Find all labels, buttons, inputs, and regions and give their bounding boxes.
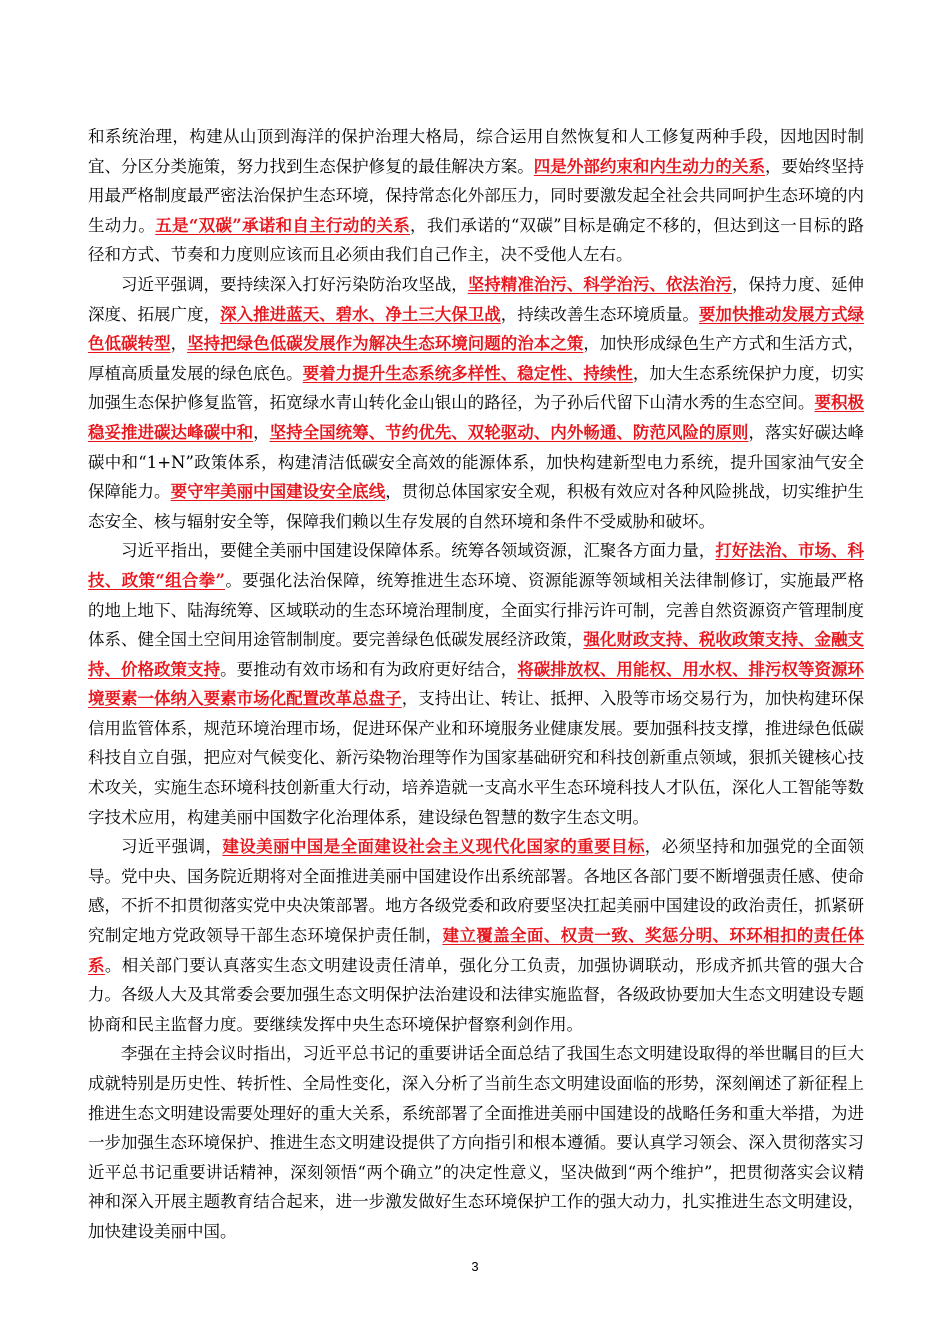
- text-run: ，加快形成绿色生产方式和生活方式，厚植高质量发展的绿色底色。: [88, 334, 865, 383]
- text-run: ，我们承诺的“双碳”目标是确定不移的，但达到这一目标的路径和方式、节奏和力度则应该而且必须由我们自己作主，决不受他人左右。: [88, 215, 865, 265]
- highlighted-phrase: 坚持把绿色低碳发展作为解决生态环境问题的治本之策: [187, 334, 584, 354]
- text-run: 习近平指出，要健全美丽中国建设保障体系。统筹各领域资源，汇聚各方面力量，: [121, 541, 716, 561]
- text-run: ，保持力度、延伸深度、拓展广度，: [88, 274, 865, 324]
- highlighted-phrase: 要加快推动发展方式绿色低碳转型: [88, 304, 865, 354]
- highlighted-phrase: 将碳排放权、用能权、用水权、排污权等资源环境要素一体纳入要素市场化配置改革总盘子: [88, 659, 865, 709]
- text-run: 。要推动有效市场和有为政府更好结合，: [220, 659, 518, 679]
- text-run: ，必须坚持和加强党的全面领导。党中央、国务院近期将对全面推进美丽中国建设作出系统部署。各地区各部门要不断增强责任感、使命感，不折不扣贯彻落实党中央决策部署。地方各级党委和政府要坚决扛起美丽中国建设的政治责任，抓紧研究制定地方党政领导干部生态环境保护责任制，: [88, 837, 865, 946]
- text-run: ，贯彻总体国家安全观，积极有效应对各种风险挑战，切实维护生态安全、核与辐射安全等，保障我们赖以生存发展的自然环境和条件不受威胁和破坏。: [88, 482, 865, 531]
- paragraph-2: [88, 270, 864, 536]
- highlighted-phrase: 打好法治、市场、科技、政策“组合拳”: [88, 541, 865, 590]
- highlighted-phrase: 四是外部约束和内生动力的关系: [533, 156, 765, 176]
- highlighted-phrase: 要积极稳妥推进碳达峰碳中和: [88, 393, 865, 442]
- text-run: ，落实好碳达峰碳中和“1+N”政策体系，构建清洁低碳安全高效的能源体系，加快构建新型电力系统，提升国家油气安全保障能力。: [88, 422, 865, 502]
- text-run: 李强在主持会议时指出，习近平总书记的重要讲话全面总结了我国生态文明建设取得的举世瞩目的巨大成就特别是历史性、转折性、全局性变化，深入分析了当前生态文明建设面临的形势，深刻阐述了新征程上推进生态文明建设需要处理好的重大关系，系统部署了全面推进美丽中国建设的战略任务和重大举措，为进一步加强生态环境保护、推进生态文明建设提供了方向指引和根本遵循。要认真学习领会、深入贯彻落实习近平总书记重要讲话精神，深刻领悟“两个确立”的决定性意义，坚决做到“两个维护”，把贯彻落实会议精神和深入开展主题教育结合起来，进一步激发做好生态环境保护工作的强大动力，扎实推进生态文明建设，加快建设美丽中国。: [88, 1044, 864, 1241]
- highlighted-phrase: 坚持精准治污、科学治污、依法治污: [467, 274, 732, 294]
- text-run: 和系统治理，构建从山顶到海洋的保护治理大格局，综合运用自然恢复和人工修复两种手段，因地因时制宜、分区分类施策，努力找到生态保护修复的最佳解决方案。: [88, 127, 864, 176]
- text-run: 习近平强调，: [121, 837, 223, 857]
- paragraph-3: [88, 536, 864, 832]
- text-run: ，持续改善生态环境质量。: [500, 304, 699, 324]
- text-run: ，: [253, 422, 270, 442]
- text-run: ，加大生态系统保护力度，切实加强生态保护修复监管，拓宽绿水青山转化金山银山的路径，为子孙后代留下山清水秀的生态空间。: [88, 363, 865, 413]
- highlighted-phrase: 建设美丽中国是全面建设社会主义现代化国家的重要目标: [222, 837, 645, 857]
- document-body: [88, 122, 864, 1247]
- paragraph-4: [88, 832, 864, 1039]
- text-run: 。相关部门要认真落实生态文明建设责任清单，强化分工负责，加强协调联动，形成齐抓共管的强大合力。各级人大及其常委会要加强生态文明保护法治建设和法律实施监督，各级政协要加大生态文明建设专题协商和民主监督力度。要继续发挥中央生态环境保护督察利剑作用。: [88, 955, 865, 1034]
- text-run: 习近平强调，要持续深入打好污染防治攻坚战，: [121, 274, 468, 294]
- page-number: 3: [471, 1259, 479, 1274]
- paragraph-1: [88, 122, 864, 270]
- highlighted-phrase: 要守牢美丽中国建设安全底线: [170, 482, 386, 502]
- text-run: ，要始终坚持用最严格制度最严密法治保护生态环境，保持常态化外部压力，同时要激发起全社会共同呵护生态环境的内生动力。: [88, 156, 865, 235]
- highlighted-phrase: 五是“双碳”承诺和自主行动的关系: [155, 215, 411, 235]
- text-run: 。要强化法治保障，统筹推进生态环境、资源能源等领域相关法律制修订，实施最严格的地上地下、陆海统筹、区域联动的生态环境治理制度，全面实行排污许可制，完善自然资源资产管理制度体系、健全国土空间用途管制制度。要完善绿色低碳发展经济政策，: [88, 570, 865, 650]
- highlighted-phrase: 强化财政支持、税收政策支持、金融支持、价格政策支持: [88, 630, 865, 679]
- highlighted-phrase: 深入推进蓝天、碧水、净土三大保卫战: [220, 304, 501, 324]
- paragraph-5: [88, 1039, 864, 1246]
- highlighted-phrase: 要着力提升生态系统多样性、稳定性、持续性: [302, 363, 633, 383]
- highlighted-phrase: 坚持全国统筹、节约优先、双轮驱动、内外畅通、防范风险的原则: [269, 422, 749, 442]
- highlighted-phrase: 建立覆盖全面、权责一致、奖惩分明、环环相扣的责任体系: [88, 926, 865, 975]
- text-run: ，支持出让、转让、抵押、入股等市场交易行为，加快构建环保信用监管体系，规范环境治理市场，促进环保产业和环境服务业健康发展。要加强科技支撑，推进绿色低碳科技自立自强，把应对气候变化、新污染物治理等作为国家基础研究和科技创新重点领域，狠抓关键核心技术攻关，实施生态环境科技创新重大行动，培养造就一支高水平生态环境科技人才队伍，深化人工智能等数字技术应用，构建美丽中国数字化治理体系，建设绿色智慧的数字生态文明。: [88, 689, 865, 827]
- text-run: ，: [170, 334, 188, 354]
